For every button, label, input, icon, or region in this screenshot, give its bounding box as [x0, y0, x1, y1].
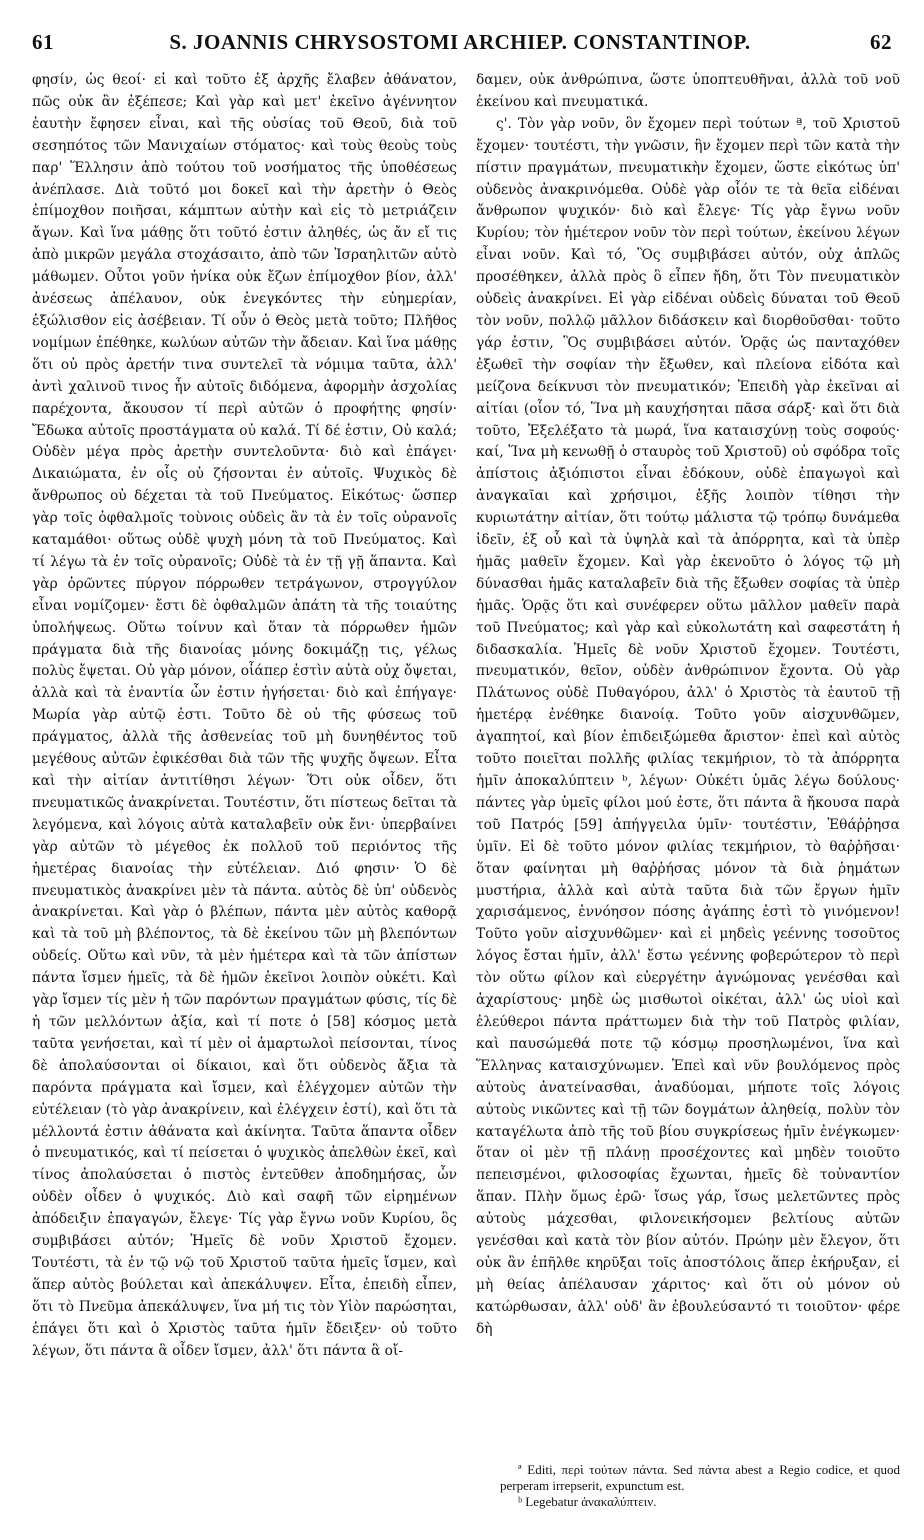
- page-number-left: 61: [32, 30, 54, 54]
- left-column: [32, 70, 457, 1510]
- page-number-right: 62: [870, 30, 892, 54]
- page-header: [28, 30, 892, 64]
- right-column: [476, 70, 900, 1430]
- right-column-paragraph-1: δαμεν, οὐκ ἀνθρώπινα, ὥστε ὑποπτευθῆναι, ἀλλὰ τοῦ νοῦ ἐκείνου καὶ πνευματικά.: [476, 72, 900, 110]
- left-column-text: φησίν, ὡς θεοί· εἰ καὶ τοῦτο ἐξ ἀρχῆς ἔλαβεν ἀθάνατον, πῶς οὐκ ἂν ἐξέπεσε; Καὶ γὰρ καὶ μετ' ἐκεῖνο ἀγέννητον ἑαυτὴν ἔφησεν εἶναι, καὶ τῆς οὐσίας τοῦ Θεοῦ, διὰ τοῦ σεσηπότος τῶν Μανιχαίων στόματος· καὶ τοὺς θεοὺς τοὺς παρ' Ἕλλησιν ἀπὸ τούτου τοῦ νοσήματος τῆς ὑποθέσεως ἀνέπλασε. Διὰ τοῦτό μοι δοκεῖ καὶ τὴν ἀρετὴν ὁ Θεὸς ἐπίμοχθον ποιῆσαι, κάμπτων αὐτὴν καὶ εἰς τὸ μετριάζειν ἄγων. Καὶ ἵνα μάθῃς ὅτι τοῦτό ἐστιν ἀληθές, ὡς ἄν εἴ τις ἀπὸ μικρῶν μεγάλα στοχάσαιτο, ἀπὸ τῶν Ἰσραηλιτῶν αὐτὸ μάθωμεν. Οὗτοι γοῦν ἡνίκα οὐκ ἔζων ἐπίμοχθον βίον, ἀλλ' ἀνέσεως ἀπέλαυον, οὐκ ἐνεγκόντες τὴν εὐημερίαν, ἐξώλισθον εἰς ἀσέβειαν. Τί οὖν ὁ Θεὸς μετὰ τοῦτο; Πλῆθος νομίμων ἐπέθηκε, κωλύων αὐτῶν τὴν ἄδειαν. Καὶ ἵνα μάθῃς ὅτι οὐ πρὸς ἀρετήν τινα συντελεῖ τὰ νόμιμα ταῦτα, ἀλλ' ἀντὶ χαλινοῦ τινος ἦν αὐτοῖς διδόμενα, ἀφορμὴν ἀσχολίας παρέχοντα, ἄκουσον τί περὶ αὐτῶν ὁ προφήτης φησίν· Ἔδωκα αὐτοῖς προστάγματα οὐ καλά. Τί δέ ἐστιν, Οὐ καλά; Οὐδὲν μέγα πρὸς ἀρετὴν συντελοῦντα· διὸ καὶ ἐπάγει· Δικαιώματα, ἐν οἷς οὐ ζήσονται ἐν αὐτοῖς. Ψυχικὸς δὲ ἄνθρωπος οὐ δέχεται τὰ τοῦ Πνεύματος. Εἰκότως· ὥσπερ γὰρ τοῖς ὀφθαλμοῖς τοὺνοις οὐδεὶς ἂν τὰ ἐν τοῖς οὐρανοῖς καταμάθοι· οὕτως οὐδὲ ψυχὴ μόνη τὰ τοῦ Πνεύματος. Καὶ τί λέγω τὰ ἐν τοῖς οὐρανοῖς; Οὐδὲ τὰ ἐν τῇ γῇ ἅπαντα. Καὶ γὰρ ὁρῶντες πύργον πόρρωθεν τετράγωνον, στρογγύλον εἶναι νομίζομεν· ἔστι δὲ ὀφθαλμῶν ἀπάτη τὰ τῆς τοιαύτης ὑπολήψεως. Οὕτω τοίνυν καὶ ὅταν τὰ πόρρωθεν ἡμῶν πράγματα διὰ τῆς διανοίας μόνης δοκιμάζῃ τις, γέλως πολὺς ἔψεται. Οὐ γὰρ μόνον, οἷάπερ ἐστὶν αὐτὰ οὐχ ὄψεται, ἀλλὰ καὶ τὰ ἐναντία ὧν ἐστιν ἡγήσεται· διὸ καὶ ἐπήγαγε· Μωρία γὰρ αὐτῷ ἐστι. Τοῦτο δὲ οὐ τῆς φύσεως τοῦ πράγματος, ἀλλὰ τῆς ἀσθενείας τοῦ μὴ δυνηθέντος τοῦ μεγέθους αὐτῶν ἐφικέσθαι διὰ τῶν τῆς ψυχῆς ὄψεων. Εἶτα καὶ τὴν αἰτίαν ἀντιτίθησι λέγων· Ὅτι οὐκ οἶδεν, ὅτι πνευματικῶς ἀνακρίνεται. Τουτέστιν, ὅτι πίστεως δεῖται τὰ λεγόμενα, καὶ λόγοις αὐτὰ καταλαβεῖν οὐκ ἔνι· ὑπερβαίνει γὰρ αὐτῶν τὸ μέγεθος ἐκ πολλοῦ τοῦ περιόντος τῆς ἡμετέρας διανοίας τὴν εὐτέλειαν. Διό φησιν· Ὁ δὲ πνευματικὸς ἀνακρίνει μὲν τὰ πάντα. αὐτὸς δὲ ὑπ' οὐδενὸς ἀνακρίνεται. Καὶ γὰρ ὁ βλέπων, πάντα μὲν αὐτὸς καθορᾷ καὶ τὰ τοῦ μὴ βλέποντος, τὰ δὲ ἐκείνου τῶν μὴ βλεπόντων οὐδείς. Οὕτω καὶ νῦν, τὰ μὲν ἡμέτερα καὶ τὰ τῶν ἀπίστων πάντα ἴσμεν ἡμεῖς, τὰ δὲ ἡμῶν ἐκεῖνοι λοιπὸν οὐκέτι. Καὶ γὰρ ἴσμεν τίς μὲν ἡ τῶν παρόντων πραγμάτων φύσις, τίς δὲ ἡ τῶν μελλόντων ἀξία, καὶ τί ποτε ὁ [58] κόσμος μετὰ ταῦτα γενήσεται, καὶ τί μὲν οἱ ἁμαρτωλοὶ πείσονται, τίνος δὲ ἀπολαύσονται οἱ δίκαιοι, καὶ ὅτι οὐδενὸς ἄξια τὰ παρόντα πράγματα καὶ ἴσμεν, καὶ ἐλέγχομεν αὐτῶν τὴν εὐτέλειαν (τὸ γὰρ ἀνακρίνειν, καὶ ἐλέγχειν ἐστί), καὶ ὅτι τὰ μέλλοντά ἐστιν ἀθάνατα καὶ ἀκίνητα. Ταῦτα ἅπαντα οἶδεν ὁ πνευματικός, καὶ τί πείσεται ὁ ψυχικὸς ἀπελθὼν ἐκεῖ, καὶ τίνος ἀπολαύσεται ὁ πιστὸς ἐντεῦθεν ἀποδημήσας, ὧν οὐδὲν οἶδεν ὁ ψυχικός. Διὸ καὶ σαφῆ τῶν εἰρημένων ἀπόδειξιν ἐπαγαγών, ἔλεγε· Τίς γὰρ ἔγνω νοῦν Κυρίου, ὃς συμβιβάσει αὐτόν; Ἡμεῖς δὲ νοῦν Χριστοῦ ἔχομεν. Τουτέστι, τὰ ἐν τῷ νῷ τοῦ Χριστοῦ ταῦτα ἡμεῖς ἴσμεν, καὶ ἅπερ αὐτὸς βούλεται καὶ ἀπεκάλυψεν. Εἶτα, ἐπειδὴ εἶπεν, ὅτι τὸ Πνεῦμα ἀπεκάλυψεν, ἵνα μή τις τὸν Υἱὸν παρώσηται, ἐπάγει ὅτι καὶ ὁ Χριστὸς ταῦτα ἡμῖν ἔδειξεν· οὐ τοῦτο λέγων, ὅτι πάντα ἃ οἶδεν ἴσμεν, ἀλλ' ὅτι πάντα ἃ οἴ-: [32, 72, 457, 1359]
- footnotes: [500, 1462, 900, 1510]
- running-title: S. JOANNIS CHRYSOSTOMI ARCHIEP. CONSTANTINOP.: [169, 30, 751, 54]
- footnote-a: ª Editi, περὶ τούτων πάντα. Sed πάντα abest a Regio codice, et quod perperam irrepserit, expunctum est.: [500, 1462, 900, 1493]
- right-column-paragraph-2: ς'. Τὸν γὰρ νοῦν, ὃν ἔχομεν περὶ τούτων ª, τοῦ Χριστοῦ ἔχομεν· τουτέστι, τὴν γνῶσιν, ἣν ἔχομεν περὶ τῶν κατὰ τὴν πίστιν πραγμάτων, πνευματικὴν ἔχομεν, ὥστε εἰκότως ὑπ' οὐδενὸς ἀνακρινόμεθα. Οὐδὲ γὰρ οἷόν τε τὰ θεῖα εἰδέναι ἄνθρωπον ψυχικόν· διὸ καὶ ἔλεγε· Τίς γὰρ ἔγνω νοῦν Κυρίου; τὸν ἡμέτερον νοῦν τὸν περὶ τούτων, ἐκείνου λέγων εἶναι νοῦν. Καὶ τό, Ὃς συμβιβάσει αὐτόν, οὐχ ἁπλῶς προσέθηκεν, ἀλλὰ πρὸς ὃ εἶπεν ἤδη, ὅτι Τὸν πνευματικὸν οὐδεὶς ἀνακρίνει. Εἰ γὰρ εἰδέναι οὐδεὶς δύναται τοῦ Θεοῦ τὸν νοῦν, πολλῷ μᾶλλον διδάσκειν καὶ διορθοῦσθαι· τοῦτο γάρ ἐστιν, Ὃς συμβιβάσει αὐτόν. Ὁρᾷς ὡς πανταχόθεν ἐξωθεῖ τὴν σοφίαν τὴν ἔξωθεν, καὶ πλείονα εἰδότα καὶ μείζονα δείκνυσι τὸν πνευματικόν; Ἐπειδὴ γὰρ ἐκεῖναι αἱ αἰτίαι (οἷον τό, Ἵνα μὴ καυχήσηται πᾶσα σάρξ· καὶ ὅτι διὰ τοῦτο, Ἐξελέξατο τὰ μωρά, ἵνα καταισχύνῃ τοὺς σοφούς· καί, Ἵνα μὴ κενωθῇ ὁ σταυρὸς τοῦ Χριστοῦ) οὐ σφόδρα τοῖς ἀπίστοις ἀξιόπιστοι εἶναι ἐδόκουν, οὐδὲ ἐπαγωγοὶ καὶ ἀναγκαῖαι καὶ χρήσιμοι, ἑξῆς λοιπὸν τίθησι τὴν κυριωτάτην αἰτίαν, ὅτι τούτῳ μάλιστα τῷ τρόπῳ δυνάμεθα ἰδεῖν, ἐξ οὗ καὶ τὰ ὑψηλὰ καὶ τὰ ἀπόρρητα, καὶ τὰ ὑπὲρ ἡμᾶς μαθεῖν ἔχομεν. Καὶ γὰρ ἐκενοῦτο ὁ λόγος τῷ μὴ δύνασθαι ἡμᾶς καταλαβεῖν διὰ τῆς ἔξωθεν σοφίας τὰ ὑπὲρ ἡμᾶς. Ὁρᾷς ὅτι καὶ συνέφερεν οὕτω μᾶλλον μαθεῖν παρὰ τοῦ Πνεύματος; καὶ γὰρ καὶ εὐκολωτάτη καὶ σαφεστάτη ἡ διδασκαλία. Ἡμεῖς δὲ νοῦν Χριστοῦ ἔχομεν. Τουτέστι, πνευματικόν, θεῖον, οὐδὲν ἀνθρώπινον ἔχοντα. Οὐ γὰρ Πλάτωνος οὐδὲ Πυθαγόρου, ἀλλ' ὁ Χριστὸς τὰ ἑαυτοῦ τῇ ἡμετέρᾳ ἐνέθηκε διανοίᾳ. Τοῦτο γοῦν αἰσχυνθῶμεν, ἀγαπητοί, καὶ βίον ἐπιδειξώμεθα ἄριστον· ἐπεὶ καὶ αὐτὸς τοῦτο ποιεῖται πολλῆς φιλίας τεκμήριον, τὸ τὰ ἀπόρρητα ἡμῖν ἀποκαλύπτειν ᵇ, λέγων· Οὐκέτι ὑμᾶς λέγω δούλους· πάντες γὰρ ὑμεῖς φίλοι μού ἐστε, ὅτι πάντα ἃ ἤκουσα παρὰ τοῦ Πατρός [59] ἀπήγγειλα ὑμῖν· τουτέστιν, Ἐθάῤῥησα ὑμῖν. Εἰ δὲ τοῦτο μόνον φιλίας τεκμήριον, τὸ θαῤῥῆσαι· ὅταν φαίνηται μὴ θαῤῥήσας μόνον τὰ διὰ ῥημάτων μυστήρια, ἀλλὰ καὶ αὐτὰ ταῦτα διὰ τῶν ἔργων ἡμῖν χαρισάμενος, ἐννόησον πόσης ἀγάπης ἐστὶ τὸ γινόμενον! Τοῦτο γοῦν αἰσχυνθῶμεν· καὶ εἰ μηδεὶς γεέννης τοσοῦτος λόγος ἔσται ἡμῖν, ἀλλ' ἔστω γεέννης φοβερώτερον τὸ περὶ τὸν οὕτω φίλον καὶ εὐεργέτην ἀγνώμονας γενέσθαι καὶ ἀχαρίστους· μηδὲ ὡς μισθωτοὶ οἰκέται, ἀλλ' ὡς υἱοὶ καὶ ἐλεύθεροι πάντα πράττωμεν διὰ τὴν τοῦ Πατρὸς φιλίαν, καὶ παυσώμεθά ποτε τῷ κόσμῳ προσηλωμένοι, ἵνα καὶ Ἕλληνας καταισχύνωμεν. Ἐπεὶ καὶ νῦν βουλόμενος πρὸς αὐτοὺς ἀνατείνασθαι, ἀναδύομαι, μήποτε τοῖς λόγοις αὐτοὺς νικῶντες καὶ τῇ τῶν δογμάτων ἀληθείᾳ, πολὺν τὸν καταγέλωτα ἀπὸ τῆς τοῦ βίου συγκρίσεως ἡμῖν ἐνέγκωμεν· ὅταν οἱ μὲν τῇ πλάνῃ προσέχοντες καὶ μηδὲν τοιοῦτο πεπεισμένοι, φιλοσοφίας ἔχωνται, ἡμεῖς δὲ τοὐναντίον ἅπαν. Πλὴν ὅμως ἐρῶ· ἴσως γάρ, ἴσως μελετῶντες πρὸς αὐτοὺς μάχεσθαι, φιλονεικήσομεν βελτίους αὐτῶν γενέσθαι καὶ κατὰ τὸν βίον αὐτόν. Πρώην μὲν ἔλεγον, ὅτι οὐκ ἂν ἐπῆλθε κηρῦξαι τοῖς ἀποστόλοις ἅπερ ἐκήρυξαν, εἰ μὴ θείας ἀπέλαυσαν χάριτος· καὶ ὅτι οὐ μόνον οὐ κατώρθωσαν, ἀλλ' οὐδ' ἂν ἐβουλεύσαντό τι τοιοῦτον· φέρε δὴ: [476, 115, 900, 1337]
- footnote-b: ᵇ Legebatur ἀνακαλύπτειν.: [518, 1494, 657, 1509]
